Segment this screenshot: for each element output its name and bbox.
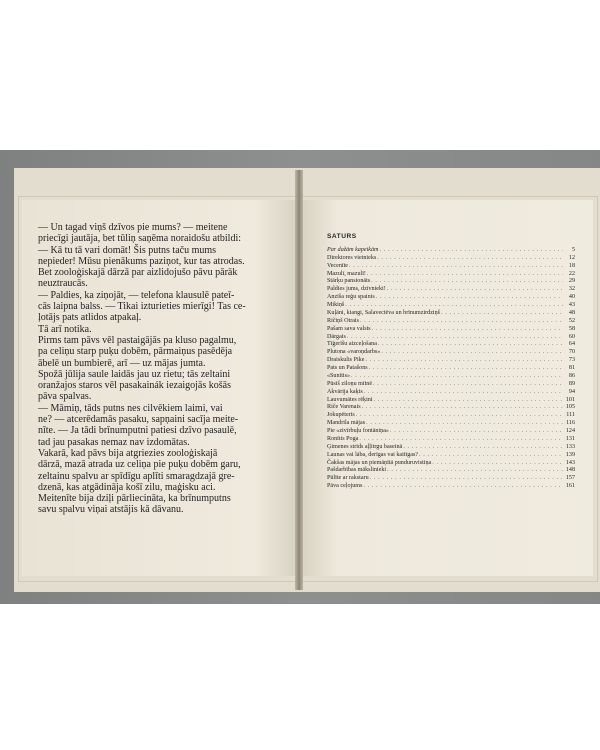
- book-gutter: [295, 170, 303, 590]
- toc-entry-page: 94: [568, 388, 575, 395]
- toc-entry-page: 148: [565, 467, 575, 474]
- toc-entry-page: 139: [565, 451, 575, 458]
- toc-entry-title: Pats un Patašons: [327, 365, 368, 371]
- story-line: nepieder! Mūsu pienākums paziņot, kur tas atrodas.: [38, 255, 245, 267]
- toc-entry-title: Akvārija kaķis: [327, 388, 363, 395]
- toc-leader-dots: [372, 381, 563, 389]
- toc-entry: [327, 397, 575, 405]
- story-line: priecīgi jautāja, bet tūliņ saņēma noraidošu atbildi:: [38, 233, 241, 245]
- toc-entry: [327, 263, 575, 271]
- toc-heading: SATURS: [327, 233, 357, 240]
- toc-entry: [327, 247, 575, 255]
- story-line: — Un tagad viņš dzīvos pie mums? — meitene: [38, 222, 228, 233]
- toc-entry-title: Jokupēteris: [327, 412, 355, 419]
- toc-entry-page: 64: [568, 341, 575, 348]
- toc-entry-page: 81: [568, 365, 575, 371]
- toc-entry: [327, 310, 575, 318]
- toc-leader-dots: [375, 294, 563, 302]
- story-line: Tā arī notika.: [38, 323, 92, 335]
- toc-entry-page: 70: [568, 349, 575, 356]
- toc-entry-page: 86: [568, 372, 575, 379]
- toc-entry: [327, 412, 575, 420]
- story-line: ne? — atcerēdamās pasaku, sapņaini sacīja meite-: [38, 414, 239, 426]
- toc-entry-page: 124: [565, 428, 575, 434]
- toc-entry-title: Dārgais: [327, 333, 346, 340]
- story-line: Meitenīte bija dziļi pārliecināta, ka brīnumputns: [38, 493, 231, 505]
- toc-leader-dots: [376, 255, 563, 263]
- toc-entry-page: 22: [568, 270, 575, 277]
- toc-leader-dots: [359, 318, 563, 326]
- toc-entry: [327, 326, 575, 334]
- story-line: ābelē un bumbierē, arī — uz mājas jumta.: [38, 357, 206, 369]
- toc-entry-page: 5: [571, 246, 575, 253]
- toc-leader-dots: [350, 373, 563, 381]
- toc-entry: [327, 286, 575, 294]
- toc-entry-page: 105: [565, 404, 575, 411]
- toc-entry-title: Ronītis Poga: [327, 435, 359, 442]
- toc-entry-page: 18: [568, 262, 575, 269]
- toc-entry-title: Tīģerīšu aizceļošana: [327, 341, 377, 348]
- toc-leader-dots: [361, 404, 563, 412]
- toc-entry-page: 32: [568, 286, 575, 293]
- toc-entry: [327, 389, 575, 397]
- toc-leader-dots: [348, 263, 563, 271]
- story-line: nīte. — Ja tādi brīnumputni patiesi dzīvo pasaulē,: [38, 425, 237, 437]
- toc-entry: [327, 452, 575, 460]
- story-line: oranžajos staros vēl pasakainák iezaigojās košās: [38, 380, 231, 392]
- story-text: [38, 222, 284, 516]
- toc-entry-title: Launas vai lāba, derīgas vai kaitīgas?: [327, 451, 419, 458]
- toc-entry: [327, 278, 575, 286]
- story-line: pa celiņu starp puķu dobēm, pārmaiņus pasēdēja: [38, 346, 233, 358]
- toc-entry-title: Riče Varenais: [327, 404, 361, 411]
- toc-list: [327, 247, 575, 491]
- toc-entry-title: Pūsīš ziloņu mītnē: [327, 380, 373, 387]
- toc-entry-title: Mazulī, mazulī!: [327, 270, 366, 277]
- toc-entry: [327, 444, 575, 452]
- toc-leader-dots: [440, 310, 563, 318]
- toc-leader-dots: [389, 428, 563, 436]
- toc-entry-title: Ričiņš Otrais: [327, 317, 359, 324]
- toc-entry-title: «Sunītis»: [327, 372, 351, 379]
- toc-entry-page: 29: [568, 278, 575, 285]
- toc-entry-title: Plutona «varoņdarbs»: [327, 349, 381, 356]
- toc-entry-page: 101: [565, 396, 575, 403]
- story-line: pāva spalvas.: [38, 391, 92, 403]
- toc-entry-page: 43: [568, 302, 575, 308]
- toc-leader-dots: [363, 389, 563, 397]
- toc-entry-page: 116: [566, 420, 575, 427]
- toc-entry-page: 60: [568, 333, 575, 340]
- toc-entry-title: Ģimenes strīds aļļitrgu baseinā: [327, 443, 403, 450]
- story-line: dzenā, kas atgādināja košī zilu, maģisku aci.: [38, 481, 216, 493]
- toc-leader-dots: [369, 475, 563, 483]
- story-line: ļotājs pats atlidos atpakaļ.: [38, 312, 142, 324]
- toc-entry: [327, 404, 575, 412]
- story-line: Vakarā, kad pāvs bija atgriezies zooloģiskajā: [38, 447, 218, 459]
- toc-leader-dots: [358, 436, 563, 444]
- toc-entry: [327, 381, 575, 389]
- toc-entry-title: Pūlīte ar rakstaru: [327, 475, 369, 482]
- toc-entry: [327, 341, 575, 349]
- toc-entry-title: Pie «zivīrbuļu fontāniņa»: [327, 428, 389, 434]
- toc-entry-page: 161: [565, 483, 575, 490]
- toc-entry: [327, 318, 575, 326]
- story-line: cās laipna balss. — Tikai izturieties mierīgi! Tas ce-: [38, 301, 246, 313]
- toc-leader-dots: [346, 334, 563, 342]
- toc-leader-dots: [355, 412, 563, 420]
- toc-leader-dots: [362, 483, 563, 491]
- toc-entry-page: 48: [568, 309, 575, 316]
- toc-leader-dots: [431, 460, 563, 468]
- toc-entry-title: Vecenīte: [327, 262, 348, 269]
- toc-entry-page: 12: [568, 254, 575, 261]
- toc-entry: [327, 271, 575, 279]
- toc-entry-title: Mikiņš: [327, 302, 345, 308]
- toc-entry: [327, 349, 575, 357]
- toc-entry-title: Pāva ceļojums: [327, 483, 363, 490]
- toc-entry: [327, 475, 575, 483]
- toc-entry: [327, 420, 575, 428]
- toc-entry-title: Par dažām kapeikām: [327, 246, 379, 253]
- toc-entry-page: 52: [568, 317, 575, 324]
- toc-entry-page: 89: [568, 380, 575, 387]
- toc-entry-title: Kuļāni, kiangi, Salavectēva un brīnumzirdziņš: [327, 309, 441, 316]
- toc-entry-title: Čakšas mājas un piemāņītā punduruvistiņa: [327, 459, 432, 466]
- toc-entry-page: 111: [566, 412, 575, 419]
- toc-leader-dots: [378, 247, 563, 255]
- story-line: Spožā jūlija saule laidās jau uz rietu; tās zeltaini: [38, 368, 231, 380]
- table-of-contents: [327, 233, 575, 491]
- toc-entry: [327, 302, 575, 310]
- toc-leader-dots: [377, 341, 563, 349]
- story-line: — Māmiņ, tāds putns nes cilvēkiem laimi, vai: [38, 402, 223, 414]
- toc-leader-dots: [364, 357, 563, 365]
- toc-entry-page: 58: [568, 325, 575, 332]
- toc-leader-dots: [366, 271, 563, 279]
- toc-leader-dots: [373, 397, 563, 405]
- toc-leader-dots: [365, 420, 563, 428]
- toc-entry-title: Direktores vietnieks: [327, 254, 377, 261]
- toc-leader-dots: [386, 467, 563, 475]
- toc-leader-dots: [368, 365, 563, 373]
- toc-entry-page: 40: [568, 294, 575, 301]
- story-line: — Paldies, ka ziņojāt, — telefona klausulē pateī-: [38, 289, 235, 301]
- toc-leader-dots: [402, 444, 563, 452]
- toc-entry-title: Pašdarbības mākslinieki: [327, 467, 387, 474]
- toc-leader-dots: [418, 452, 563, 460]
- toc-leader-dots: [370, 278, 563, 286]
- toc-entry: [327, 467, 575, 475]
- toc-entry-title: Draiskulis Pike: [327, 357, 365, 364]
- toc-leader-dots: [371, 326, 563, 334]
- story-line: dārzā, mazā atrada uz celiņa pie puķu dobēm garu,: [38, 459, 241, 471]
- toc-entry-page: 131: [565, 435, 575, 442]
- story-line: Bet zooloģiskajā dārzā par aizlidojušo pāvu pārāk: [38, 267, 238, 279]
- toc-entry: [327, 365, 575, 373]
- story-line: neuztraucās.: [38, 278, 88, 290]
- toc-entry-page: 157: [565, 475, 575, 482]
- toc-entry-title: Paldies jums, dzīvnieki!: [327, 286, 386, 293]
- toc-leader-dots: [386, 286, 563, 294]
- toc-entry-title: Stārķu pansionāts: [327, 278, 371, 285]
- toc-entry: [327, 357, 575, 365]
- toc-entry-title: Lauvumātes rēķini: [327, 396, 373, 403]
- story-line: Pirms tam pāvs vēl pastaigājās pa kluso pagalmu,: [38, 334, 237, 346]
- story-line: — Kā tu tā vari domāt! Šis putns taču mums: [38, 244, 217, 256]
- toc-entry: [327, 255, 575, 263]
- toc-entry-title: Pašam sava valsts: [327, 325, 371, 332]
- toc-leader-dots: [344, 302, 563, 310]
- toc-leader-dots: [380, 349, 563, 357]
- story-line: savu spalvu viņai atstājis kā dāvanu.: [38, 504, 184, 516]
- toc-entry: [327, 483, 575, 491]
- toc-entry: [327, 436, 575, 444]
- toc-entry-page: 73: [568, 357, 575, 364]
- toc-entry-title: Mandrila mājas: [327, 420, 366, 427]
- toc-entry: [327, 460, 575, 468]
- story-line: zeltainu spalvu ar spīdīgu aplīti smaragdzajā gre-: [38, 470, 235, 482]
- story-line: tad jau pasakas nemaz nav izdomātas.: [38, 436, 190, 448]
- toc-entry-page: 143: [565, 459, 575, 466]
- toc-entry-page: 133: [565, 443, 575, 450]
- toc-entry-title: Anzīša reģu spainis: [327, 294, 375, 301]
- toc-entry: [327, 428, 575, 436]
- toc-entry: [327, 294, 575, 302]
- toc-entry: [327, 373, 575, 381]
